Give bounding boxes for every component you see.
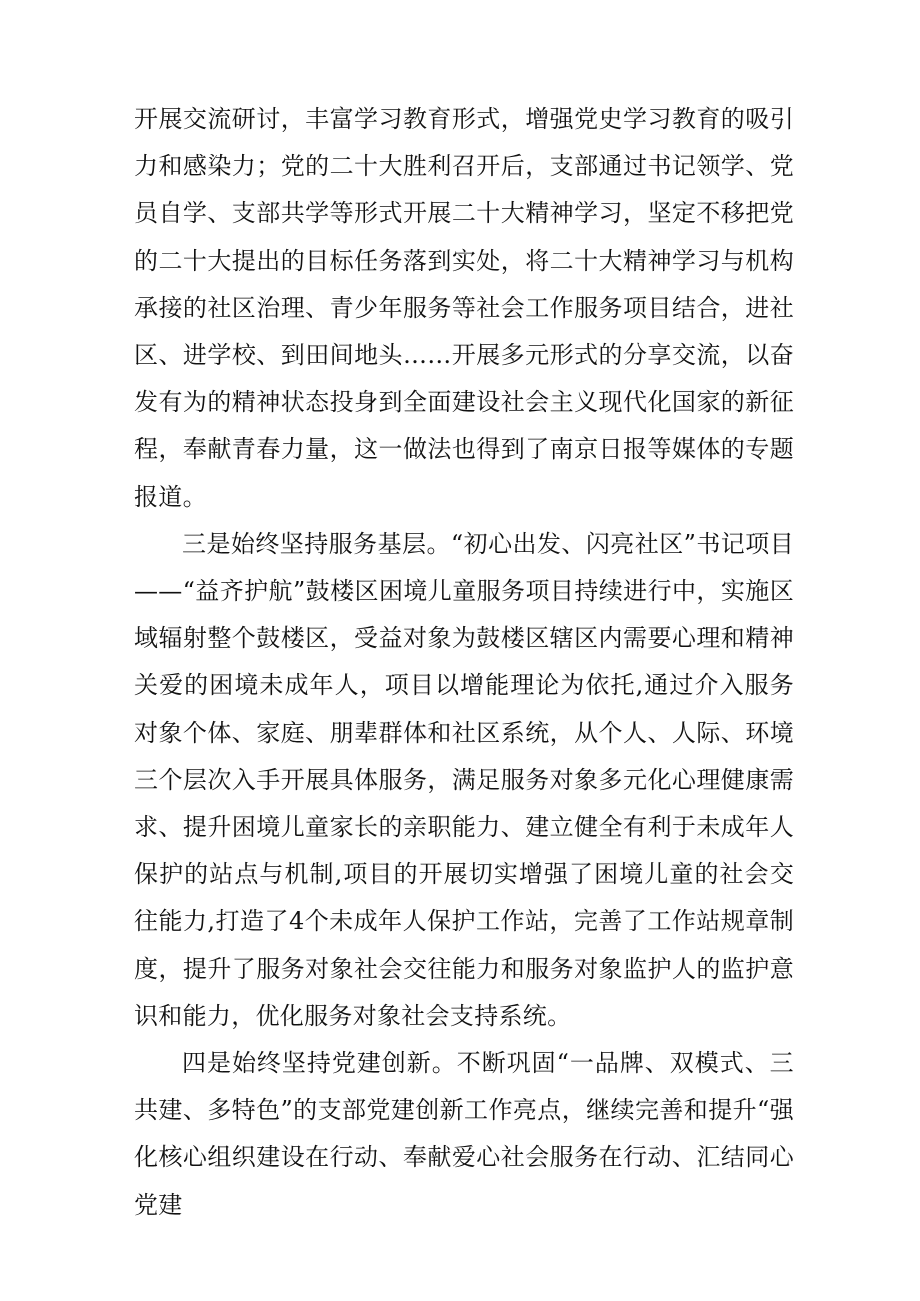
document-body <box>134 96 794 1229</box>
paragraph-continued-study-exchange: 开展交流研讨，丰富学习教育形式，增强党史学习教育的吸引力和感染力；党的二十大胜利召开后，支部通过书记领学、党员自学、支部共学等形式开展二十大精神学习，坚定不移把党的二十大提出的目标任务落到实处，将二十大精神学习与机构承接的社区治理、青少年服务等社会工作服务项目结合，进社区、进学校、到田间地头……开展多元形式的分享交流，以奋发有为的精神状态投身到全面建设社会主义现代化国家的新征程，奉献青春力量，这一做法也得到了南京日报等媒体的专题报道。 <box>134 105 794 511</box>
paragraph-serve-grassroots: 三是始终坚持服务基层。“初心出发、闪亮社区”书记项目——“益齐护航”鼓楼区困境儿童服务项目持续进行中，实施区域辐射整个鼓楼区，受益对象为鼓楼区辖区内需要心理和精神关爱的困境未成年人，项目以增能理论为依托,通过介入服务对象个体、家庭、朋辈群体和社区系统，从个人、人际、环境三个层次入手开展具体服务，满足服务对象多元化心理健康需求、提升困境儿童家长的亲职能力、建立健全有利于未成年人保护的站点与机制,项目的开展切实增强了困境儿童的社会交往能力,打造了4个未成年人保护工作站，完善了工作站规章制度，提升了服务对象社会交往能力和服务对象监护人的监护意识和能力，优化服务对象社会支持系统。 <box>134 529 794 1030</box>
paragraph-party-building-innovation: 四是始终坚持党建创新。不断巩固“一品牌、双模式、三共建、多特色”的支部党建创新工作亮点，继续完善和提升“强化核心组织建设在行动、奉献爱心社会服务在行动、汇结同心党建 <box>134 1049 794 1219</box>
